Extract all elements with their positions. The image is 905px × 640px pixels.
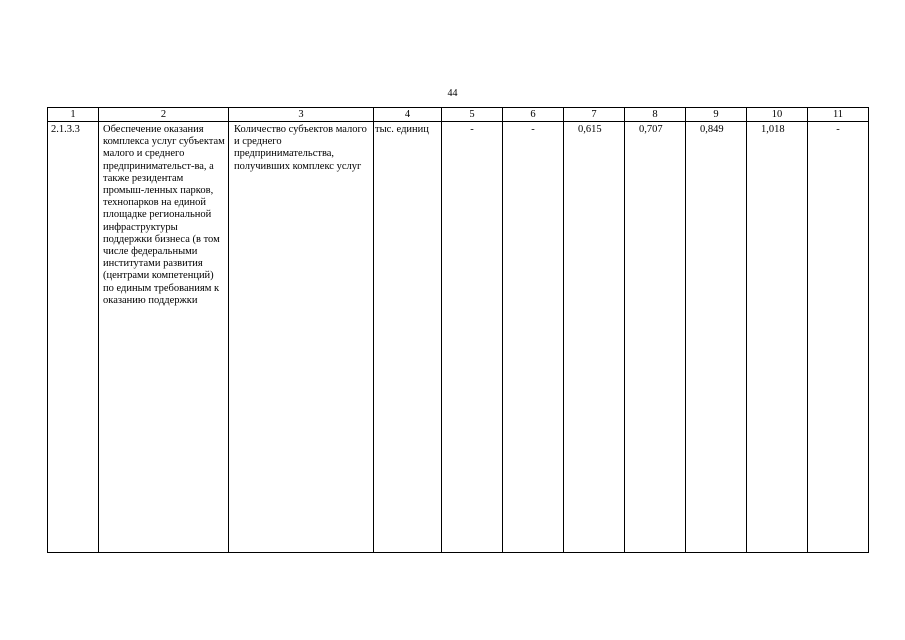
row-indicator-name: Количество субъектов малого и среднего предпринимательства, получивших комплекс услуг	[229, 122, 374, 553]
row-value-col-6: -	[503, 122, 564, 553]
header-col-5: 5	[442, 108, 503, 122]
row-value-col-11: -	[808, 122, 869, 553]
header-col-7: 7	[564, 108, 625, 122]
header-col-6: 6	[503, 108, 564, 122]
header-col-4: 4	[374, 108, 442, 122]
row-event-description: Обеспечение оказания комплекса услуг субъектам малого и среднего предпринимательст-ва, а также резидентам промыш-ленных парков, технопарков на единой площадке региональной инфраструктуры поддержки бизнеса (в том числе федеральными институтами развития (центрами компетенций) по единым требованиям к оказанию поддержки	[99, 122, 229, 553]
table-row	[48, 122, 869, 553]
row-value-col-7: 0,615	[564, 122, 625, 553]
row-value-col-9: 0,849	[686, 122, 747, 553]
header-col-2: 2	[99, 108, 229, 122]
header-row	[48, 108, 869, 122]
row-unit: тыс. единиц	[374, 122, 442, 553]
header-col-3: 3	[229, 108, 374, 122]
header-col-1: 1	[48, 108, 99, 122]
row-value-col-10: 1,018	[747, 122, 808, 553]
header-col-8: 8	[625, 108, 686, 122]
header-col-10: 10	[747, 108, 808, 122]
page-number: 44	[447, 88, 458, 99]
row-code: 2.1.3.3	[48, 122, 99, 553]
indicators-table	[47, 107, 869, 553]
header-col-11: 11	[808, 108, 869, 122]
row-value-col-5: -	[442, 122, 503, 553]
header-col-9: 9	[686, 108, 747, 122]
row-value-col-8: 0,707	[625, 122, 686, 553]
